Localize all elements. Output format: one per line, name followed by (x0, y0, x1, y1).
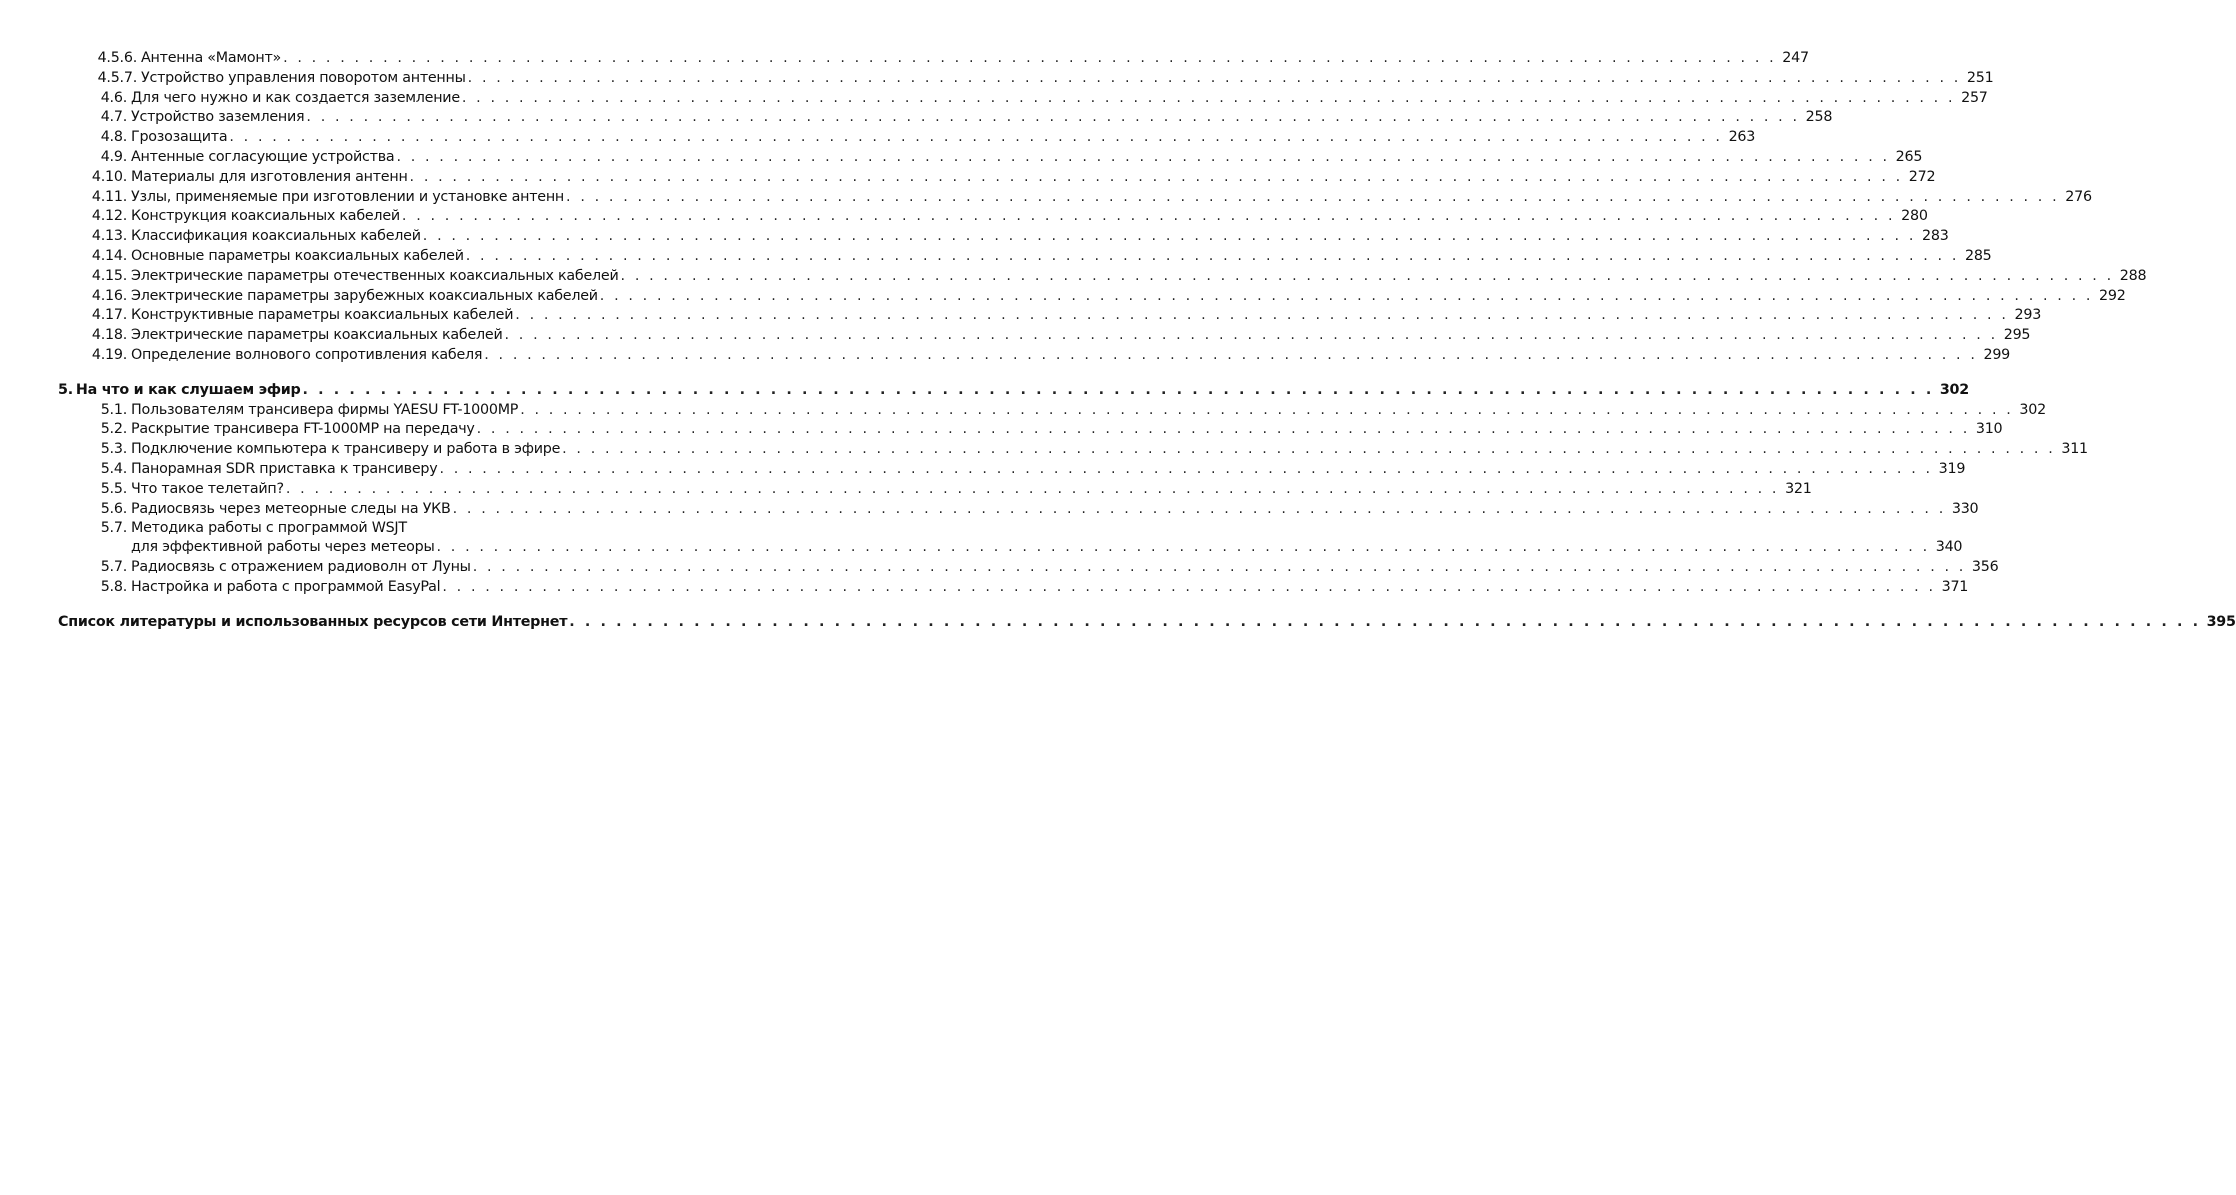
toc-entry-title: Классификация коаксиальных кабелей (131, 228, 421, 245)
toc-entry-title-continued: для эффективной работы через метеоры (131, 539, 435, 556)
toc-entry[interactable] (58, 480, 1812, 500)
toc-entry-page: 311 (2061, 441, 2088, 458)
toc-entry-number: 4.14. (91, 247, 127, 264)
toc-entry-number: 4.7. (100, 109, 127, 126)
toc-entry-title: Устройство заземления (131, 109, 305, 126)
toc-entry-title: Что такое телетайп? (131, 480, 284, 497)
toc-leader-dots: . . . . . . . . . . . . . . . . . . . . . . . . . . . . . . . . . . . . . . . . . . . . . . . . . . . . . . . . . . . . . . . . . . . . . . . . . . . . . . . . . . . . . . . . . . . . . . . . . . . . . . . . . (461, 89, 1956, 106)
toc-entry-number: 4.16. (91, 287, 127, 304)
toc-entry-number: 4.11. (91, 188, 127, 205)
toc-entry-page: 330 (1951, 500, 1979, 517)
toc-entry-line2 (131, 538, 1962, 558)
toc-entry[interactable] (58, 500, 1979, 520)
toc-entry-title: Основные параметры коаксиальных кабелей (131, 247, 464, 264)
toc-entry-number: 5.7. (100, 520, 127, 537)
toc-entry-number: 5.1. (100, 401, 127, 418)
toc-entry-title: Материалы для изготовления антенн (131, 168, 408, 185)
toc-leader-dots: . . . . . . . . . . . . . . . . . . . . . . . . . . . . . . . . . . . . . . . . . . . . . . . . . . . . . . . . . . . . . . . . . . . . . . . . . . . . . . . . . . . . . . . . . . . . . . . . . . . . . . . . . (302, 381, 1934, 398)
toc-leader-dots: . . . . . . . . . . . . . . . . . . . . . . . . . . . . . . . . . . . . . . . . . . . . . . . . . . . . . . . . . . . . . . . . . . . . . . . . . . . . . . . . . . . . . . . . . . . . . . . . . . . . . . . . . (569, 613, 2201, 630)
toc-entry[interactable] (58, 326, 2031, 346)
toc-entry-title: Подключение компьютера к трансиверу и работа в эфире (131, 441, 561, 458)
toc-entry-page: 258 (1805, 109, 1833, 126)
toc-entry[interactable] (58, 287, 2126, 307)
toc-entry[interactable] (58, 128, 1756, 148)
toc-entry-page: 257 (1961, 89, 1988, 106)
toc-entry-title: Конструкция коаксиальных кабелей (131, 208, 400, 225)
toc-entry-number: 4.10. (91, 168, 127, 185)
toc-entry-title: Электрические параметры зарубежных коаксиальных кабелей (131, 287, 598, 304)
toc-entry[interactable] (58, 108, 1833, 128)
toc-entry-title: Электрические параметры коаксиальных кабелей (131, 327, 503, 344)
toc-leader-dots: . . . . . . . . . . . . . . . . . . . . . . . . . . . . . . . . . . . . . . . . . . . . . . . . . . . . . . . . . . . . . . . . . . . . . . . . . . . . . . . . . . . . . . . . . . . . . . . . . . . . . . . . . (401, 208, 1896, 225)
toc-leader-dots: . . . . . . . . . . . . . . . . . . . . . . . . . . . . . . . . . . . . . . . . . . . . . . . . . . . . . . . . . . . . . . . . . . . . . . . . . . . . . . . . . . . . . . . . . . . . . . . . . . . . . . . . . (472, 559, 1966, 576)
toc-entry-page: 295 (2003, 327, 2031, 344)
toc-entry-page: 356 (1971, 559, 1999, 576)
toc-entry[interactable] (58, 188, 2092, 208)
toc-entry-page: 283 (1922, 228, 1949, 245)
toc-leader-dots: . . . . . . . . . . . . . . . . . . . . . . . . . . . . . . . . . . . . . . . . . . . . . . . . . . . . . . . . . . . . . . . . . . . . . . . . . . . . . . . . . . . . . . . . . . . . . . . . . . . . . . . . . (452, 500, 1946, 517)
toc-leader-dots: . . . . . . . . . . . . . . . . . . . . . . . . . . . . . . . . . . . . . . . . . . . . . . . . . . . . . . . . . . . . . . . . . . . . . . . . . . . . . . . . . . . . . . . . . . . . . . . . . . . . . . . . . (476, 421, 1970, 438)
toc-entry[interactable] (58, 420, 2003, 440)
toc-entry[interactable] (58, 148, 1923, 168)
toc-leader-dots: . . . . . . . . . . . . . . . . . . . . . . . . . . . . . . . . . . . . . . . . . . . . . . . . . . . . . . . . . . . . . . . . . . . . . . . . . . . . . . . . . . . . . . . . . . . . . . . . . . . . . . . . . (442, 578, 1936, 595)
toc-entry[interactable] (58, 558, 1999, 578)
toc-leader-dots: . . . . . . . . . . . . . . . . . . . . . . . . . . . . . . . . . . . . . . . . . . . . . . . . . . . . . . . . . . . . . . . . . . . . . . . . . . . . . . . . . . . . . . . . . . . . . . . . . . . . . . . . . (484, 346, 1978, 363)
toc-leader-dots: . . . . . . . . . . . . . . . . . . . . . . . . . . . . . . . . . . . . . . . . . . . . . . . . . . . . . . . . . . . . . . . . . . . . . . . . . . . . . . . . . . . . . . . . . . . . . . . . . . . . . . . . . (396, 148, 1890, 165)
toc-leader-dots: . . . . . . . . . . . . . . . . . . . . . . . . . . . . . . . . . . . . . . . . . . . . . . . . . . . . . . . . . . . . . . . . . . . . . . . . . . . . . . . . . . . . . . . . . . . . . . . . . . . . . . . . . (283, 50, 1777, 66)
toc-entry-number: 4.12. (91, 208, 127, 225)
toc-entry-number: 4.6. (100, 89, 127, 106)
toc-entry-page: 340 (1935, 539, 1963, 556)
toc-leader-dots: . . . . . . . . . . . . . . . . . . . . . . . . . . . . . . . . . . . . . . . . . . . . . . . . . . . . . . . . . . . . . . . . . . . . . . . . . . . . . . . . . . . . . . . . . . . . . . . . . . . . . . . . . (520, 401, 2014, 418)
toc-leader-dots: . . . . . . . . . . . . . . . . . . . . . . . . . . . . . . . . . . . . . . . . . . . . . . . . . . . . . . . . . . . . . . . . . . . . . . . . . . . . . . . . . . . . . . . . . . . . . . . . . . . . . . . . . (620, 267, 2114, 284)
toc-entry-title: Узлы, применяемые при изготовлении и установке антенн (131, 188, 565, 205)
table-of-contents (58, 49, 2236, 633)
toc-entry-page: 288 (2119, 267, 2147, 284)
toc-entry-number: 5.6. (100, 500, 127, 517)
toc-entry-title: Антенные согласующие устройства (131, 148, 395, 165)
toc-entry-title: Панорамная SDR приставка к трансиверу (131, 460, 438, 477)
toc-entry[interactable] (58, 401, 2046, 421)
toc-entry-page: 299 (1983, 346, 2011, 363)
toc-entry-title: Для чего нужно и как создается заземление (131, 89, 460, 106)
toc-entry-page: 293 (2014, 307, 2042, 324)
toc-entry-page: 302 (1939, 381, 1969, 398)
toc-entry-number: 5.7. (100, 559, 127, 576)
toc-entry[interactable] (58, 267, 2147, 287)
toc-entry-page: 302 (2019, 401, 2046, 418)
toc-entry-title: Определение волнового сопротивления кабеля (131, 346, 483, 363)
toc-entry-page: 371 (1941, 578, 1969, 595)
toc-entry[interactable] (58, 519, 1963, 558)
toc-entry-title: Антенна «Мамонт» (141, 50, 282, 66)
toc-entry-number: 5.2. (100, 421, 127, 438)
toc-entry-page: 280 (1901, 208, 1928, 225)
toc-entry-page: 310 (1975, 421, 2003, 438)
toc-entry-page: 263 (1728, 129, 1756, 146)
toc-entry-title: Методика работы с программой WSJT (131, 520, 407, 537)
toc-entry-title: Список литературы и использованных ресурсов сети Интернет (58, 613, 568, 630)
toc-entry[interactable] (58, 381, 1969, 401)
toc-entry-title: Устройство управления поворотом антенны (141, 69, 466, 86)
toc-leader-dots: . . . . . . . . . . . . . . . . . . . . . . . . . . . . . . . . . . . . . . . . . . . . . . . . . . . . . . . . . . . . . . . . . . . . . . . . . . . . . . . . . . . . . . . . . . . . . . . . . . . . . . . . . (422, 228, 1916, 245)
toc-entry-title: Электрические параметры отечественных коаксиальных кабелей (131, 267, 619, 284)
toc-entry-page: 272 (1908, 168, 1936, 185)
toc-leader-dots: . . . . . . . . . . . . . . . . . . . . . . . . . . . . . . . . . . . . . . . . . . . . . . . . . . . . . . . . . . . . . . . . . . . . . . . . . . . . . . . . . . . . . . . . . . . . . . . . . . . . . . . . . (465, 247, 1959, 264)
toc-entry-title: Радиосвязь через метеорные следы на УКВ (131, 500, 451, 517)
toc-entry-page: 251 (1966, 69, 1994, 86)
toc-entry-title: Раскрытие трансивера FT-1000MP на передачу (131, 421, 475, 438)
toc-leader-dots: . . . . . . . . . . . . . . . . . . . . . . . . . . . . . . . . . . . . . . . . . . . . . . . . . . . . . . . . . . . . . . . . . . . . . . . . . . . . . . . . . . . . . . . . . . . . . . . . . . . . . . . . . (285, 480, 1780, 497)
toc-entry-page: 276 (2065, 188, 2092, 205)
toc-leader-dots: . . . . . . . . . . . . . . . . . . . . . . . . . . . . . . . . . . . . . . . . . . . . . . . . . . . . . . . . . . . . . . . . . . . . . . . . . . . . . . . . . . . . . . . . . . . . . . . . . . . . . . . . . (306, 109, 1800, 126)
toc-entry-title: На что и как слушаем эфир (75, 381, 301, 398)
toc-entry-number: 4.5.6. (97, 50, 137, 66)
toc-entry-title: Грозозащита (131, 129, 228, 146)
toc-entry[interactable] (58, 247, 1992, 267)
toc-entry-number: 4.18. (91, 327, 127, 344)
toc-entry[interactable] (58, 207, 1928, 227)
toc-entry-page: 395 (2206, 613, 2236, 630)
toc-entry-body (131, 519, 1962, 558)
toc-entry[interactable] (58, 168, 1936, 188)
toc-entry-number: 5.5. (100, 480, 127, 497)
toc-entry-number: 4.17. (91, 307, 127, 324)
toc-leader-dots: . . . . . . . . . . . . . . . . . . . . . . . . . . . . . . . . . . . . . . . . . . . . . . . . . . . . . . . . . . . . . . . . . . . . . . . . . . . . . . . . . . . . . . . . . . . . . . . . . . . . . . . . . (229, 129, 1723, 146)
toc-entry-number: 5. (58, 381, 73, 398)
toc-leader-dots: . . . . . . . . . . . . . . . . . . . . . . . . . . . . . . . . . . . . . . . . . . . . . . . . . . . . . . . . . . . . . . . . . . . . . . . . . . . . . . . . . . . . . . . . . . . . . . . . . . . . . . . . . (439, 460, 1933, 477)
toc-entry-number: 5.3. (100, 441, 127, 458)
toc-entry[interactable] (58, 49, 1809, 69)
toc-entry[interactable] (58, 440, 2088, 460)
toc-entry-page: 285 (1964, 247, 1992, 264)
toc-entry[interactable] (58, 613, 2236, 633)
toc-entry-number: 4.9. (100, 148, 127, 165)
toc-leader-dots: . . . . . . . . . . . . . . . . . . . . . . . . . . . . . . . . . . . . . . . . . . . . . . . . . . . . . . . . . . . . . . . . . . . . . . . . . . . . . . . . . . . . . . . . . . . . . . . . . . . . . . . . . (504, 327, 1998, 344)
toc-leader-dots: . . . . . . . . . . . . . . . . . . . . . . . . . . . . . . . . . . . . . . . . . . . . . . . . . . . . . . . . . . . . . . . . . . . . . . . . . . . . . . . . . . . . . . . . . . . . . . . . . . . . . . . . . (515, 307, 2009, 324)
toc-entry-number: 4.5.7. (97, 69, 137, 86)
toc-entry-number: 5.8. (100, 578, 127, 595)
toc-entry-title: Пользователям трансивера фирмы YAESU FT-1000MP (131, 401, 519, 418)
toc-entry-number: 4.15. (91, 267, 127, 284)
toc-entry-page: 265 (1895, 148, 1923, 165)
toc-entry[interactable] (58, 306, 2042, 326)
toc-entry[interactable] (58, 69, 1994, 89)
toc-entry-title: Радиосвязь с отражением радиоволн от Луны (131, 559, 471, 576)
toc-entry[interactable] (58, 578, 1969, 598)
toc-leader-dots: . . . . . . . . . . . . . . . . . . . . . . . . . . . . . . . . . . . . . . . . . . . . . . . . . . . . . . . . . . . . . . . . . . . . . . . . . . . . . . . . . . . . . . . . . . . . . . . . . . . . . . . . . (467, 69, 1961, 86)
toc-entry-page: 292 (2099, 287, 2126, 304)
toc-entry[interactable] (58, 460, 1966, 480)
toc-entry-page: 321 (1785, 480, 1812, 497)
toc-entry[interactable] (58, 346, 2011, 366)
toc-entry-title: Конструктивные параметры коаксиальных кабелей (131, 307, 514, 324)
toc-leader-dots: . . . . . . . . . . . . . . . . . . . . . . . . . . . . . . . . . . . . . . . . . . . . . . . . . . . . . . . . . . . . . . . . . . . . . . . . . . . . . . . . . . . . . . . . . . . . . . . . . . . . . . . . . (436, 539, 1930, 556)
toc-entry-number: 4.19. (91, 346, 127, 363)
toc-entry[interactable] (58, 227, 1949, 247)
toc-leader-dots: . . . . . . . . . . . . . . . . . . . . . . . . . . . . . . . . . . . . . . . . . . . . . . . . . . . . . . . . . . . . . . . . . . . . . . . . . . . . . . . . . . . . . . . . . . . . . . . . . . . . . . . . . (562, 441, 2056, 458)
toc-entry-page: 247 (1782, 50, 1809, 66)
toc-entry-number: 4.8. (100, 129, 127, 146)
toc-entry-number: 5.4. (100, 460, 127, 477)
toc-leader-dots: . . . . . . . . . . . . . . . . . . . . . . . . . . . . . . . . . . . . . . . . . . . . . . . . . . . . . . . . . . . . . . . . . . . . . . . . . . . . . . . . . . . . . . . . . . . . . . . . . . . . . . . . . (566, 188, 2060, 205)
toc-leader-dots: . . . . . . . . . . . . . . . . . . . . . . . . . . . . . . . . . . . . . . . . . . . . . . . . . . . . . . . . . . . . . . . . . . . . . . . . . . . . . . . . . . . . . . . . . . . . . . . . . . . . . . . . . (409, 168, 1903, 185)
toc-entry[interactable] (58, 89, 1988, 109)
toc-leader-dots: . . . . . . . . . . . . . . . . . . . . . . . . . . . . . . . . . . . . . . . . . . . . . . . . . . . . . . . . . . . . . . . . . . . . . . . . . . . . . . . . . . . . . . . . . . . . . . . . . . . . . . . . . (599, 287, 2094, 304)
toc-entry-number: 4.13. (91, 228, 127, 245)
toc-entry-title: Настройка и работа с программой EasyPal (131, 578, 441, 595)
toc-entry-page: 319 (1938, 460, 1966, 477)
